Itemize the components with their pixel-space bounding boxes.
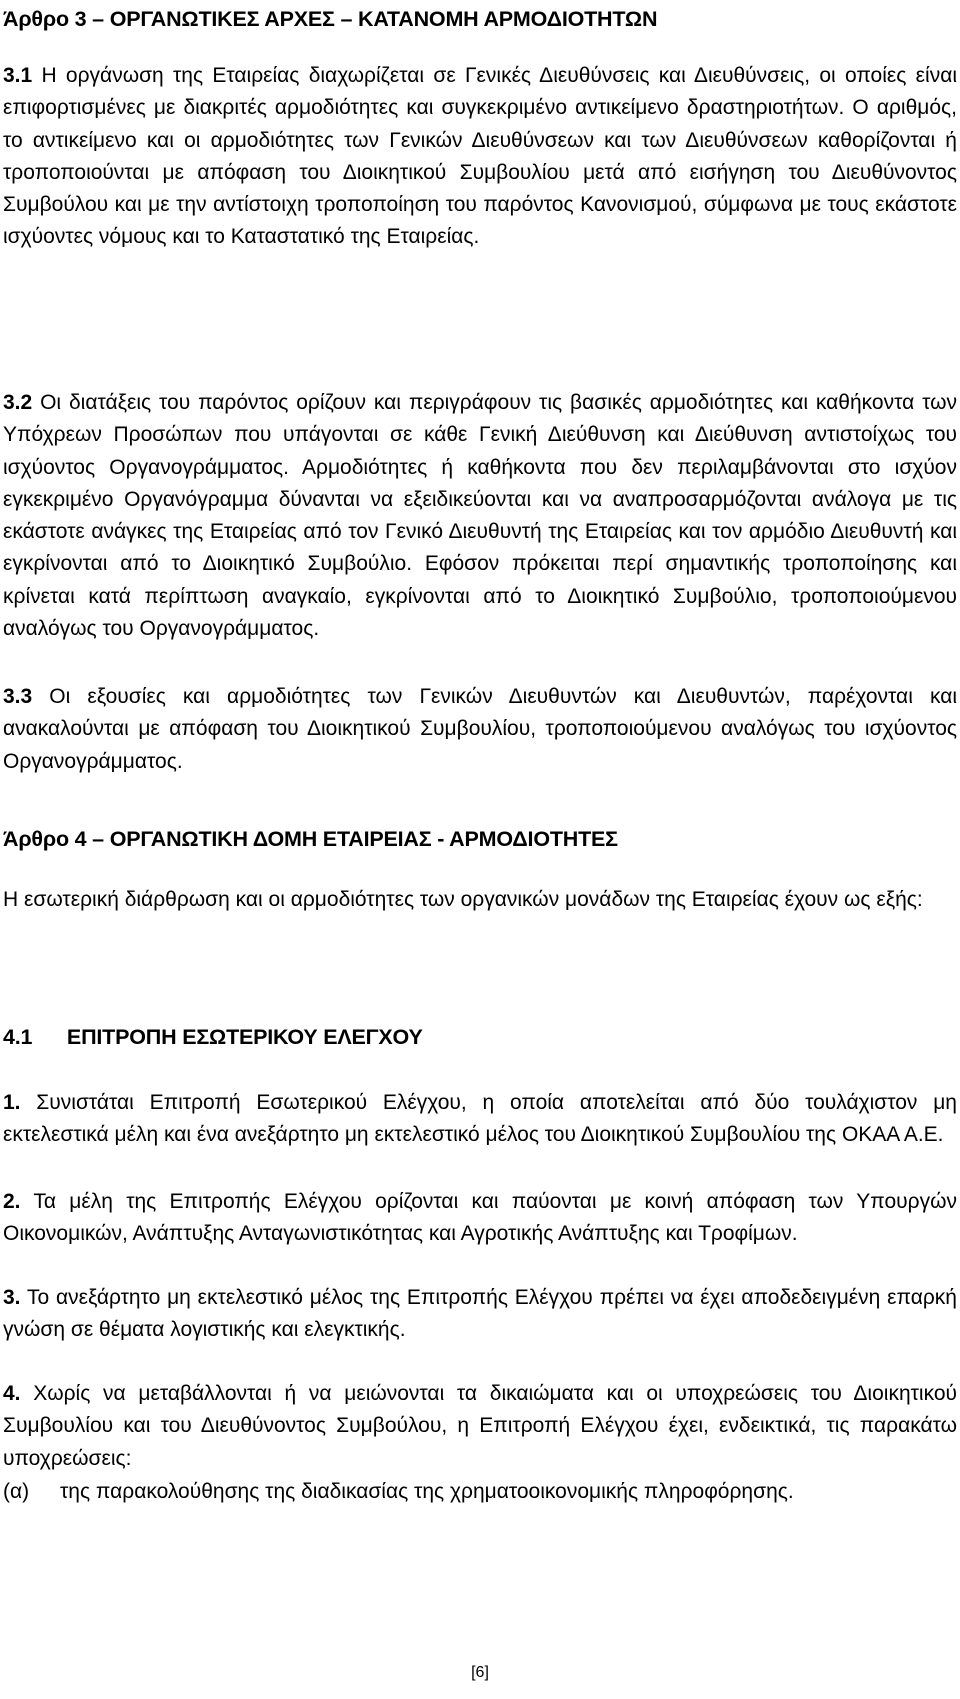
paragraph-text: Οι εξουσίες και αρμοδιότητες των Γενικών Διευθυντών και Διευθυντών, παρέχονται και ανακαλούνται με απόφαση του Διοικητικού Συμβουλίου, τροποποιούμενου αναλόγως του ισχύοντος Οργανογράμματος. [3,685,957,773]
paragraph-text: Οι διατάξεις του παρόντος ορίζουν και περιγράφουν τις βασικές αρμοδιότητες και καθήκοντα των Υπόχρεων Προσώπων που υπάγονται σε κάθε Γενική Διεύθυνση και Διεύθυνση αντιστοίχως του ισχύοντος Οργανογράμματος. Αρμοδιότητες ή καθήκοντα που δεν περιλαμβάνονται στο ισχύον εγκεκριμένο Οργανόγραμμα δύνανται να εξειδικεύονται και να αναπροσαρμόζονται ανάλογα με τις εκάστοτε ανάγκες της Εταιρείας από τον Γενικό Διευθυντή της Εταιρείας και τον αρμόδιο Διευθυντή και εγκρίνονται από το Διοικητικό Συμβούλιο. Εφόσον πρόκειται περί σημαντικής τροποποίησης και κρίνεται κατά περίπτωση αναγκαίο, εγκρίνονται από το Διοικητικό Συμβούλιο, τροποποιούμενου αναλόγως του Οργανογράμματος. [3,391,957,641]
item-text: Το ανεξάρτητο μη εκτελεστικό μέλος της Επιτροπής Ελέγχου πρέπει να έχει αποδεδειγμένη επαρκή γνώση σε θέματα λογιστικής και ελεγκτικής. [3,1286,957,1342]
item-text: Συνιστάται Επιτροπή Εσωτερικού Ελέγχου, η οποία αποτελείται από δύο τουλάχιστον μη εκτελεστικά μέλη και ένα ανεξάρτητο μη εκτελεστικό μέλος του Διοικητικού Συμβουλίου της ΟΚΑΑ Α.Ε. [3,1091,957,1147]
item-text: Τα μέλη της Επιτροπής Ελέγχου ορίζονται και παύονται με κοινή απόφαση των Υπουργών Οικονομικών, Ανάπτυξης Ανταγωνιστικότητας και Αγροτικής Ανάπτυξης και Τροφίμων. [3,1190,957,1246]
sub-item-label: (α) [3,1480,30,1503]
paragraph-text: Η οργάνωση της Εταιρείας διαχωρίζεται σε Γενικές Διευθύνσεις και Διευθύνσεις, οι οποίες είναι επιφορτισμένες με διακριτές αρμοδιότητες και συγκεκριμένο αντικείμενο δραστηριοτήτων. Ο αριθμός, το αντικείμενο και οι αρμοδιότητες των Γενικών Διευθύνσεων και των Διευθύνσεων καθορίζονται ή τροποποιούνται με απόφαση του Διοικητικού Συμβουλίου μετά από εισήγηση του Διευθύνοντος Συμβούλου και με την αντίστοιχη τροποποίηση του παρόντος Κανονισμού, σύμφωνα με τους εκάστοτε ισχύοντες νόμους και το Καταστατικό της Εταιρείας. [3,64,957,249]
list-item-4 [3,1378,957,1475]
item-number: 1. [3,1091,21,1114]
article-4-intro: Η εσωτερική διάρθρωση και οι αρμοδιότητες των οργανικών μονάδων της Εταιρείας έχουν ως εξής: [3,888,923,911]
item-text: Χωρίς να μεταβάλλονται ή να μειώνονται τα δικαιώματα και οι υποχρεώσεις του Διοικητικού Συμβουλίου και του Διευθύνοντος Συμβούλου, η Επιτροπή Ελέγχου έχει, ενδεικτικά, τις παρακάτω υποχρεώσεις: [3,1382,957,1470]
page-number: [6] [471,1664,489,1681]
list-item-2 [3,1186,957,1251]
item-number: 3. [3,1286,21,1309]
item-number: 4. [3,1382,21,1405]
sub-item-a [3,1476,957,1508]
article-4-title: Άρθρο 4 – ΟΡΓΑΝΩΤΙΚΗ ΔΟΜΗ ΕΤΑΙΡΕΙΑΣ - ΑΡΜΟΔΙΟΤΗΤΕΣ [3,827,618,851]
list-item-1 [3,1087,957,1152]
paragraph-3-1 [3,60,957,254]
paragraph-number: 3.2 [3,391,33,414]
section-4-1-title [3,1020,423,1054]
article-3-title: Άρθρο 3 – ΟΡΓΑΝΩΤΙΚΕΣ ΑΡΧΕΣ – ΚΑΤΑΝΟΜΗ ΑΡΜΟΔΙΟΤΗΤΩΝ [3,7,658,31]
paragraph-number: 3.3 [3,685,33,708]
paragraph-number: 3.1 [3,64,33,87]
paragraph-3-3 [3,681,957,778]
item-number: 2. [3,1190,21,1213]
section-title-text: 4.1 ΕΠΙΤΡΟΠΗ ΕΣΩΤΕΡΙΚΟΥ ΕΛΕΓΧΟΥ [3,1025,423,1049]
sub-item-text: της παρακολούθησης της διαδικασίας της χρηματοοικονομικής πληροφόρησης. [60,1480,794,1503]
paragraph-3-2 [3,387,957,645]
list-item-3 [3,1282,957,1347]
